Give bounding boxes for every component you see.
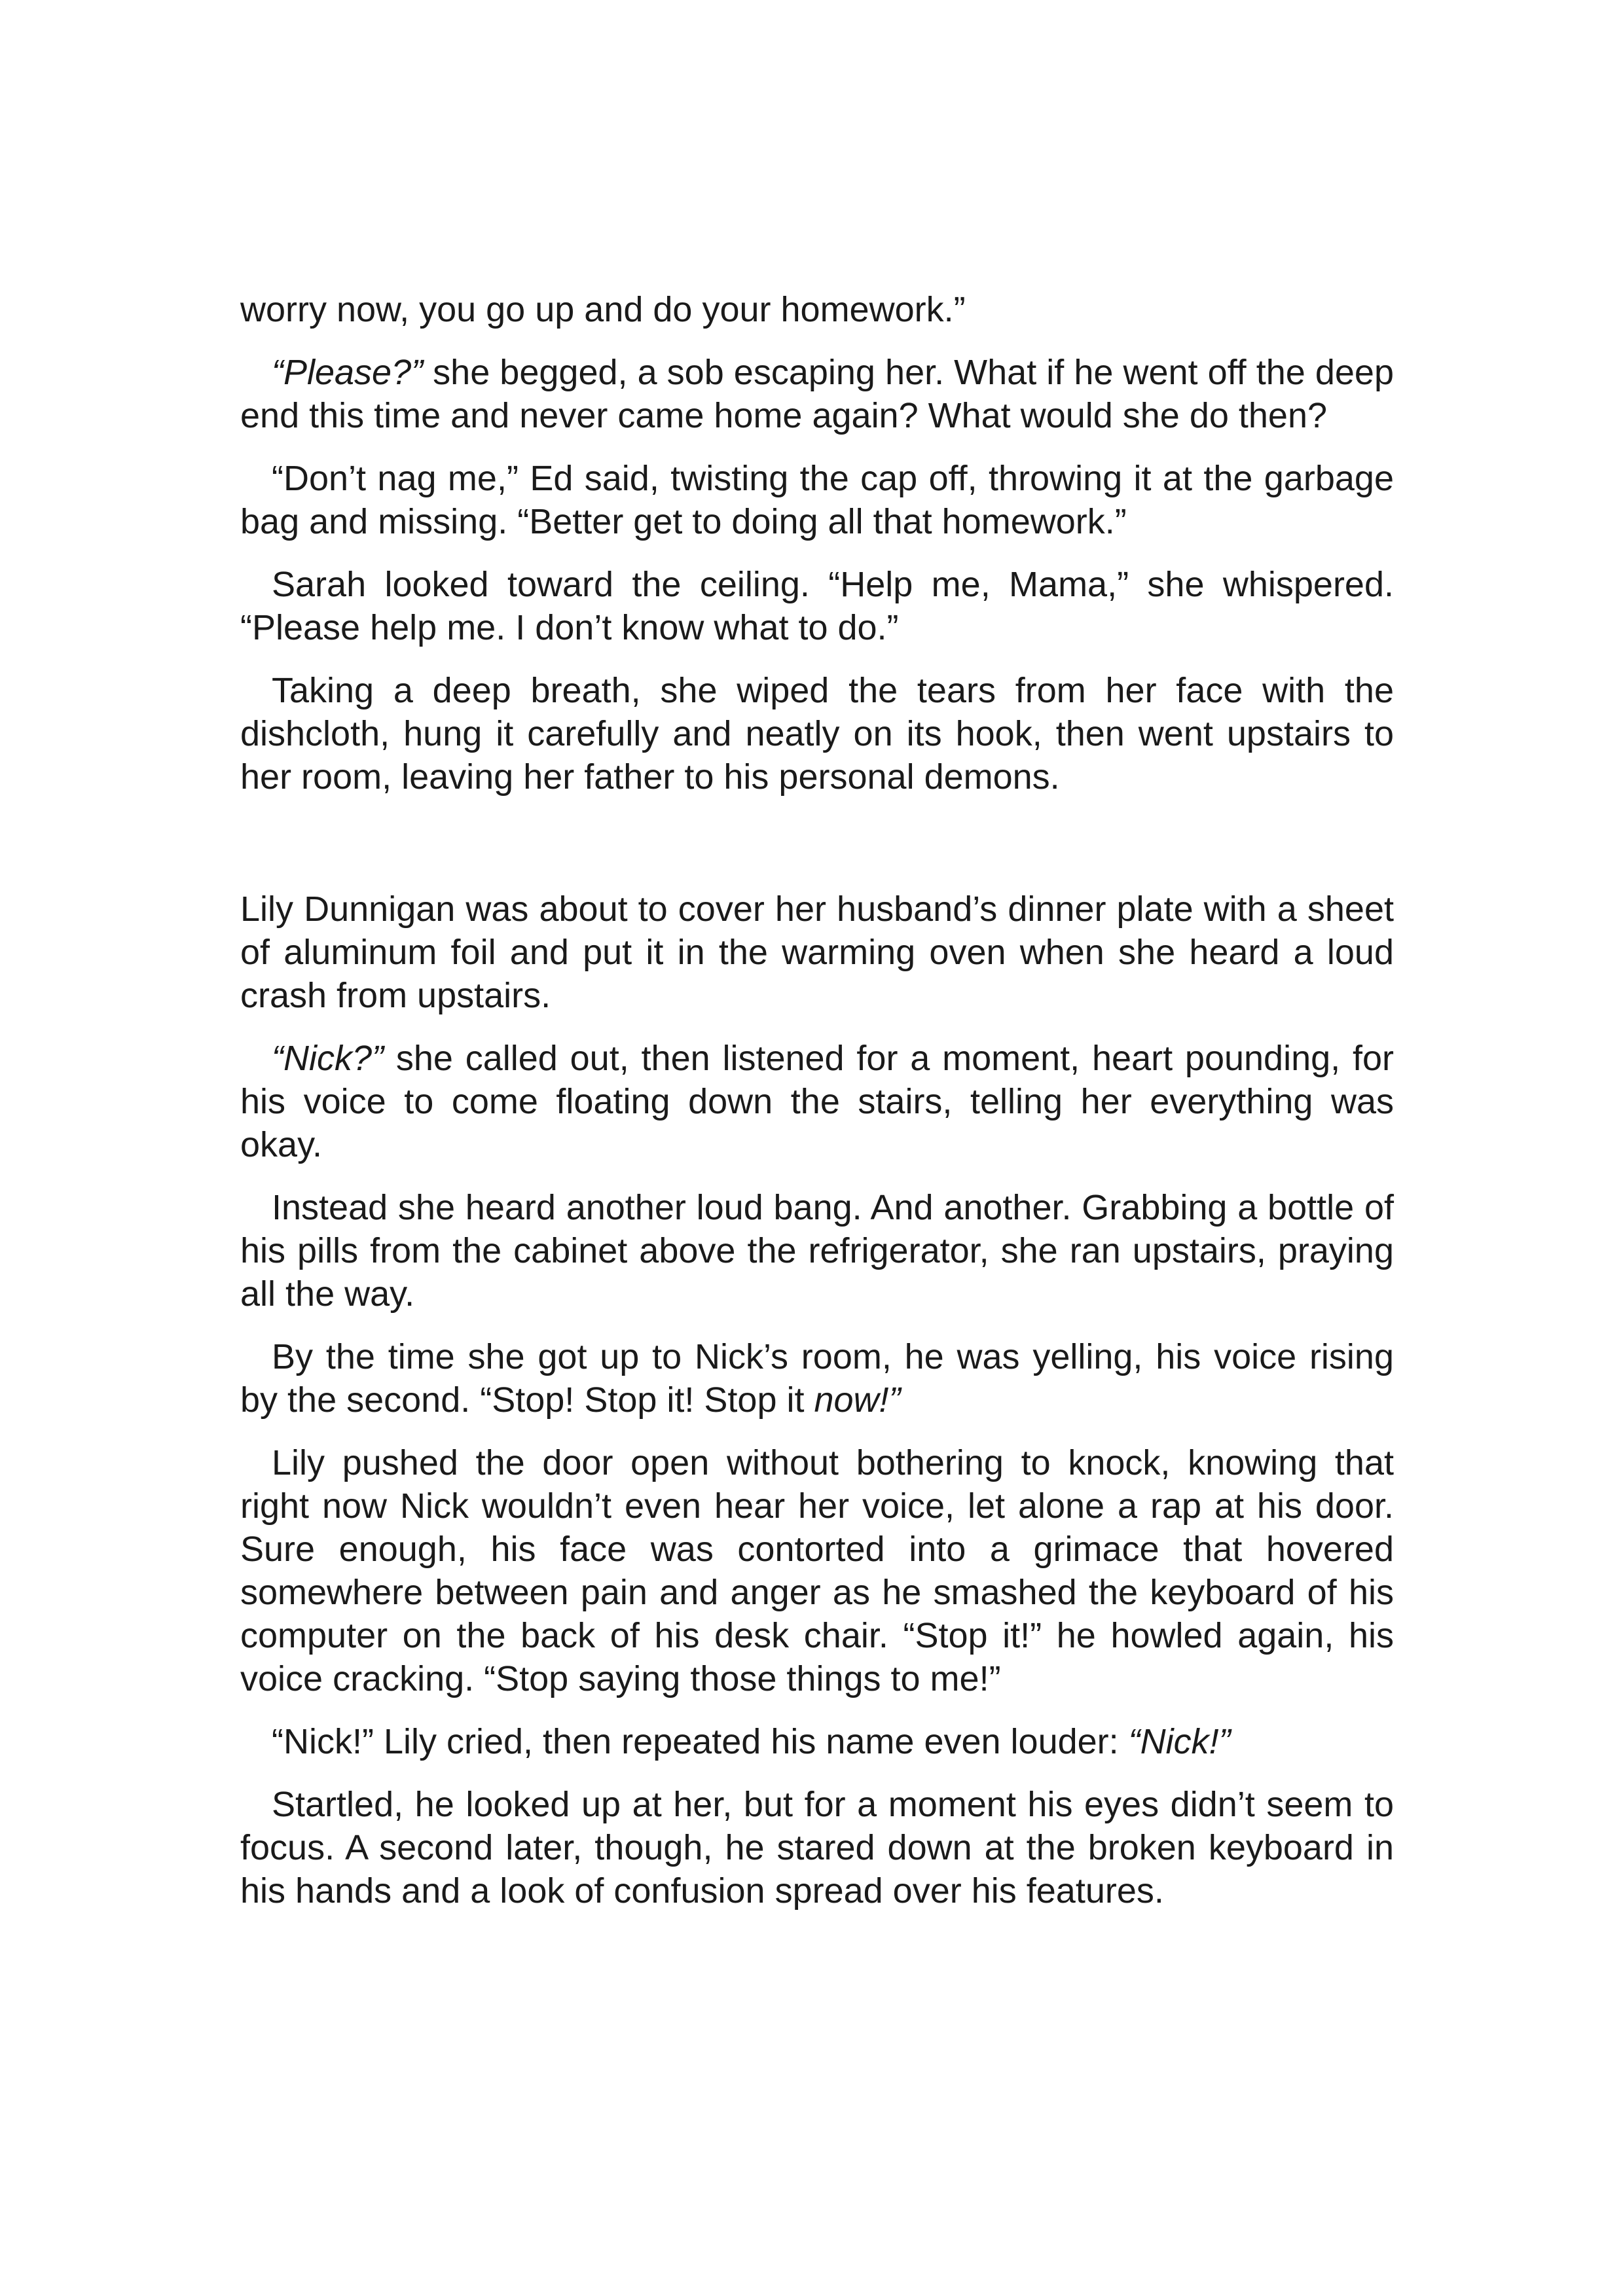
- paragraph: [240, 1335, 1394, 1422]
- paragraph: [240, 1186, 1394, 1316]
- scene-break: [240, 818, 1394, 888]
- paragraph-text: Lily Dunnigan was about to cover her husband’s dinner plate with a sheet of aluminum foil and put it in the warming oven when she heard a loud crash from upstairs.: [240, 889, 1394, 1015]
- paragraph-text: Instead she heard another loud bang. And another. Grabbing a bottle of his pills from the cabinet above the refrigerator, she ran upstairs, praying all the way.: [240, 1188, 1394, 1314]
- paragraph: [240, 1783, 1394, 1912]
- paragraph: [240, 288, 1394, 331]
- paragraph-text: she called out, then listened for a moment, heart pounding, for his voice to come floating down the stairs, telling her everything was okay.: [240, 1039, 1394, 1164]
- paragraph: [240, 669, 1394, 798]
- paragraph-text: Sarah looked toward the ceiling. “Help me, Mama,” she whispered. “Please help me. I don’t know what to do.”: [240, 565, 1394, 647]
- paragraph: [240, 351, 1394, 437]
- paragraph: [240, 1720, 1394, 1763]
- page-body: [240, 288, 1394, 1932]
- paragraph-text: Taking a deep breath, she wiped the tears from her face with the dishcloth, hung it carefully and neatly on its hook, then went upstairs to her room, leaving her father to his personal demons.: [240, 671, 1394, 797]
- paragraph-text: she begged, a sob escaping her. What if he went off the deep end this time and never came home again? What would she do then?: [240, 353, 1394, 435]
- paragraph: [240, 457, 1394, 543]
- paragraph-text-italic: now!”: [814, 1380, 901, 1420]
- paragraph-text: “Nick!” Lily cried, then repeated his name even louder:: [272, 1722, 1129, 1761]
- paragraph: [240, 563, 1394, 649]
- paragraph-text-italic: “Please?”: [272, 353, 424, 392]
- paragraph: [240, 1441, 1394, 1700]
- paragraph-text: worry now, you go up and do your homework.”: [240, 290, 966, 329]
- paragraph-text: Startled, he looked up at her, but for a moment his eyes didn’t seem to focus. A second later, though, he stared down at the broken keyboard in his hands and a look of confusion spread over his features.: [240, 1785, 1394, 1910]
- paragraph: [240, 888, 1394, 1017]
- paragraph-text-italic: “Nick!”: [1128, 1722, 1231, 1761]
- paragraph-text: “Don’t nag me,” Ed said, twisting the cap off, throwing it at the garbage bag and missing. “Better get to doing all that homework.”: [240, 459, 1394, 541]
- paragraph-text: Lily pushed the door open without bothering to knock, knowing that right now Nick wouldn’t even hear her voice, let alone a rap at his door. Sure enough, his face was contorted into a grimace that hovered somewhere between pain and anger as he smashed the keyboard of his computer on the back of his desk chair. “Stop it!” he howled again, his voice cracking. “Stop saying those things to me!”: [240, 1443, 1394, 1698]
- paragraph-text: By the time she got up to Nick’s room, he was yelling, his voice rising by the second. “Stop! Stop it! Stop it: [240, 1337, 1394, 1420]
- paragraph-text-italic: “Nick?”: [272, 1039, 384, 1078]
- paragraph: [240, 1037, 1394, 1166]
